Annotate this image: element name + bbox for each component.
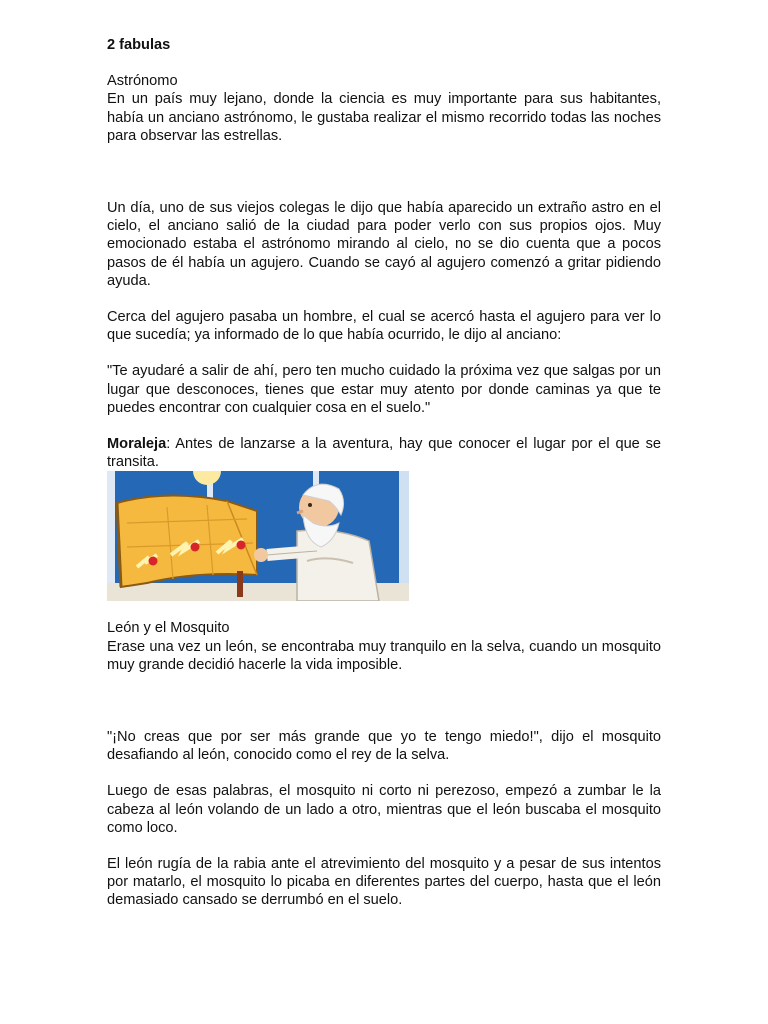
fable2-paragraph-3: Luego de esas palabras, el mosquito ni corto ni perezoso, empezó a zumbar le la cabeza al león volando de un lado a otro, mientras que el león buscaba el mosquito como loco.: [107, 783, 661, 836]
fable2-paragraph-1: Erase una vez un león, se encontraba muy tranquilo en la selva, cuando un mosquito muy grande decidió hacerle la vida imposible.: [107, 638, 661, 673]
fable2-heading: León y el Mosquito: [107, 620, 230, 637]
astronomer-illustration: [107, 471, 409, 601]
moral-label: Moraleja: [107, 436, 167, 453]
fable2-paragraph-4: El león rugía de la rabia ante el atrevimiento del mosquito y a pesar de sus intentos por matarlo, el mosquito lo picaba en diferentes partes del cuerpo, hasta que el león demasiado cansado se derrumbó en el suelo.: [107, 856, 661, 909]
document-title: 2 fabulas: [107, 37, 171, 53]
fable1-heading: Astrónomo: [107, 73, 178, 90]
fable1-moral: [107, 435, 661, 471]
document-page: [107, 36, 661, 910]
fable1-paragraph-4: "Te ayudaré a salir de ahí, pero ten mucho cuidado la próxima vez que salgas por un lugar que desconoces, tienes que estar muy atento por donde caminas ya que te puedes encontrar con cualquier cosa en el suelo.": [107, 363, 661, 416]
fable2-paragraph-2: "¡No creas que por ser más grande que yo te tengo miedo!", dijo el mosquito desafiando al león, conocido como el rey de la selva.: [107, 729, 661, 764]
fable1-paragraph-3: Cerca del agujero pasaba un hombre, el cual se acercó hasta el agujero para ver lo que sucedía; ya informado de lo que había ocurrido, le dijo al anciano:: [107, 309, 661, 344]
fable1-paragraph-2: Un día, uno de sus viejos colegas le dijo que había aparecido un extraño astro en el cielo, el anciano salió de la ciudad para poder verlo con sus propios ojos. Muy emocionado estaba el astrónomo mirando al cielo, no se dio cuenta que a pocos pasos de él había un agujero. Cuando se cayó al agujero comenzó a gritar pidiendo ayuda.: [107, 200, 661, 289]
moral-text: : Antes de lanzarse a la aventura, hay que conocer el lugar por el que se transita.: [107, 436, 661, 471]
fable1-paragraph-1: En un país muy lejano, donde la ciencia es muy importante para sus habitantes, había un anciano astrónomo, le gustaba realizar el mismo recorrido todas las noches para observar las estrellas.: [107, 91, 661, 144]
